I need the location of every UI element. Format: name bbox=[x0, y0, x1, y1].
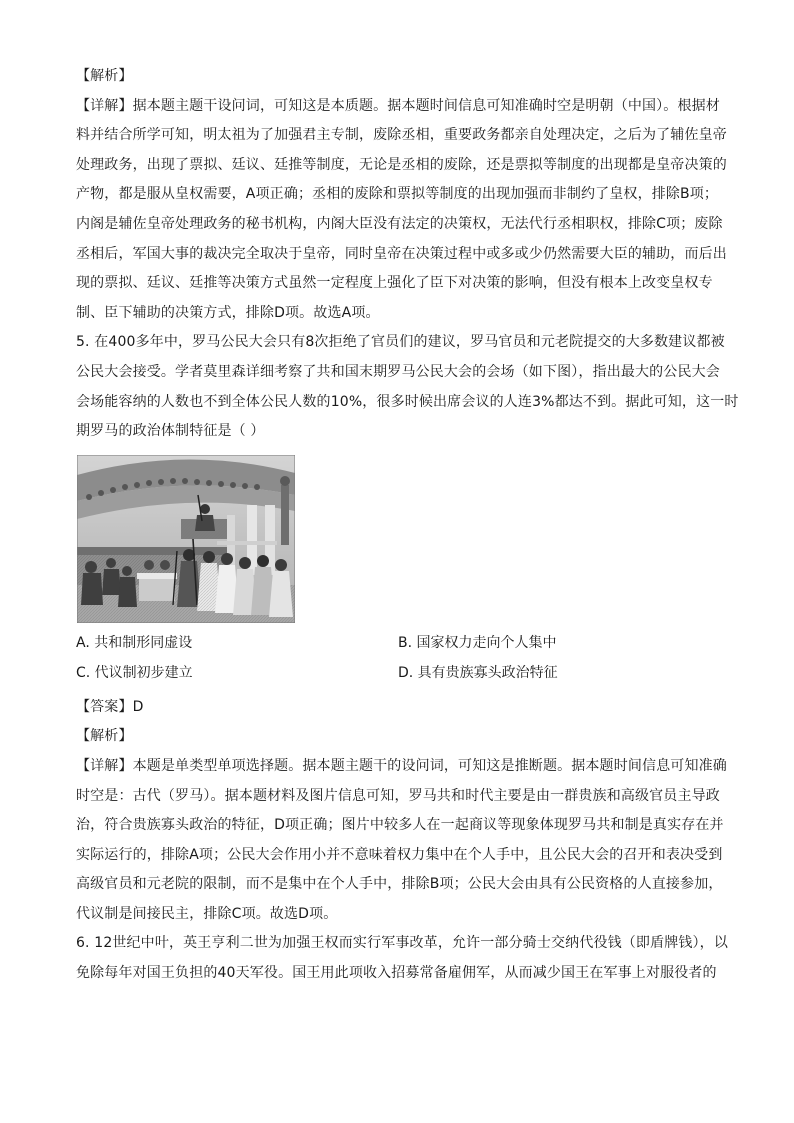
explanation-line: 制、臣下辅助的决策方式，排除D项。故选A项。 bbox=[76, 304, 380, 321]
question-5-stem: 会场能容纳的人数也不到全体公民人数的10%，很多时候出席会议的人连3%都达不到。据此可知，这一时 bbox=[76, 393, 739, 410]
question-6-stem: 免除每年对国王负担的40天军役。国王用此项收入招募常备雇佣军，从而减少国王在军事上对服役者的 bbox=[76, 965, 717, 982]
roman-assembly-engraving bbox=[77, 455, 295, 623]
explanation-line: 治，符合贵族寡头政治的特征，D项正确；图片中较多人在一起商议等现象体现罗马共和制是真实存在并 bbox=[76, 817, 724, 834]
explanation-line: 高级官员和元老院的限制，而不是集中在个人手中，排除B项；公民大会由具有公民资格的人直接参加， bbox=[76, 876, 723, 893]
explanation-line: 【详解】本题是单类型单项选择题。据本题主题干的设问词，可知这是推断题。据本题时间信息可知准确 bbox=[76, 757, 727, 774]
option-a: A. 共和制形同虚设 bbox=[76, 634, 193, 651]
option-b: B. 国家权力走向个人集中 bbox=[398, 634, 557, 651]
answer-options bbox=[76, 629, 724, 693]
xiangjie-label: 【详解】 bbox=[76, 97, 133, 114]
explanation-line: 实际运行的，排除A项；公民大会作用小并不意味着权力集中在个人手中，且公民大会的召开和表决受到 bbox=[76, 846, 723, 863]
jiexi-label: 【解析】 bbox=[76, 68, 133, 84]
explanation-line: 【详解】据本题主题干设问词，可知这是本质题。据本题时间信息可知准确时空是明朝（中国）。根据材 bbox=[76, 97, 720, 114]
jiexi-label: 【解析】 bbox=[76, 728, 133, 745]
roman-assembly-illustration bbox=[77, 455, 295, 623]
question-6-stem: 6. 12世纪中叶，英王亨利二世为加强王权而实行军事改革，允许一部分骑士交纳代役钱（即盾牌钱），以 bbox=[76, 935, 728, 952]
option-c: C. 代议制初步建立 bbox=[76, 664, 193, 681]
option-d: D. 具有贵族寡头政治特征 bbox=[398, 664, 558, 681]
explanation-line: 内阁是辅佐皇帝处理政务的秘书机构，内阁大臣没有法定的决策权，无法代行丞相职权，排除C项；废除 bbox=[76, 215, 723, 232]
explanation-line: 现的票拟、廷议、廷推等决策方式虽然一定程度上强化了臣下对决策的影响，但没有根本上改变皇权专 bbox=[76, 275, 713, 292]
question-5-stem: 5. 在400多年中，罗马公民大会只有8次拒绝了官员们的建议，罗马官员和元老院提交的大多数建议都被 bbox=[76, 334, 725, 351]
explanation-line: 丞相后，军国大事的裁决完全取决于皇帝，同时皇帝在决策过程中或多或少仍然需要大臣的辅助，而后出 bbox=[76, 245, 727, 262]
answer-label: 【答案】D bbox=[76, 698, 144, 715]
question-5-stem: 公民大会接受。学者莫里森详细考察了共和国末期罗马公民大会的会场（如下图），指出最大的公民大会 bbox=[76, 363, 720, 380]
explanation-line: 代议制是间接民主，排除C项。故选D项。 bbox=[76, 905, 338, 922]
explanation-line: 时空是：古代（罗马）。据本题材料及图片信息可知，罗马共和时代主要是由一群贵族和高级官员主导政 bbox=[76, 787, 720, 804]
explanation-line: 处理政务，出现了票拟、廷议、廷推等制度，无论是丞相的废除，还是票拟等制度的出现都是皇帝决策的 bbox=[76, 156, 727, 173]
xiangjie-label: 【详解】 bbox=[76, 757, 133, 774]
explanation-line: 产物，都是服从皇权需要，A项正确；丞相的废除和票拟等制度的出现加强而非制约了皇权，排除B项； bbox=[76, 186, 719, 203]
explanation-line: 料并结合所学可知，明太祖为了加强君主专制，废除丞相，重要政务都亲自处理决定，之后为了辅佐皇帝 bbox=[76, 127, 727, 144]
question-5-stem: 期罗马的政治体制特征是（ ） bbox=[76, 423, 265, 440]
document-page bbox=[76, 62, 739, 989]
